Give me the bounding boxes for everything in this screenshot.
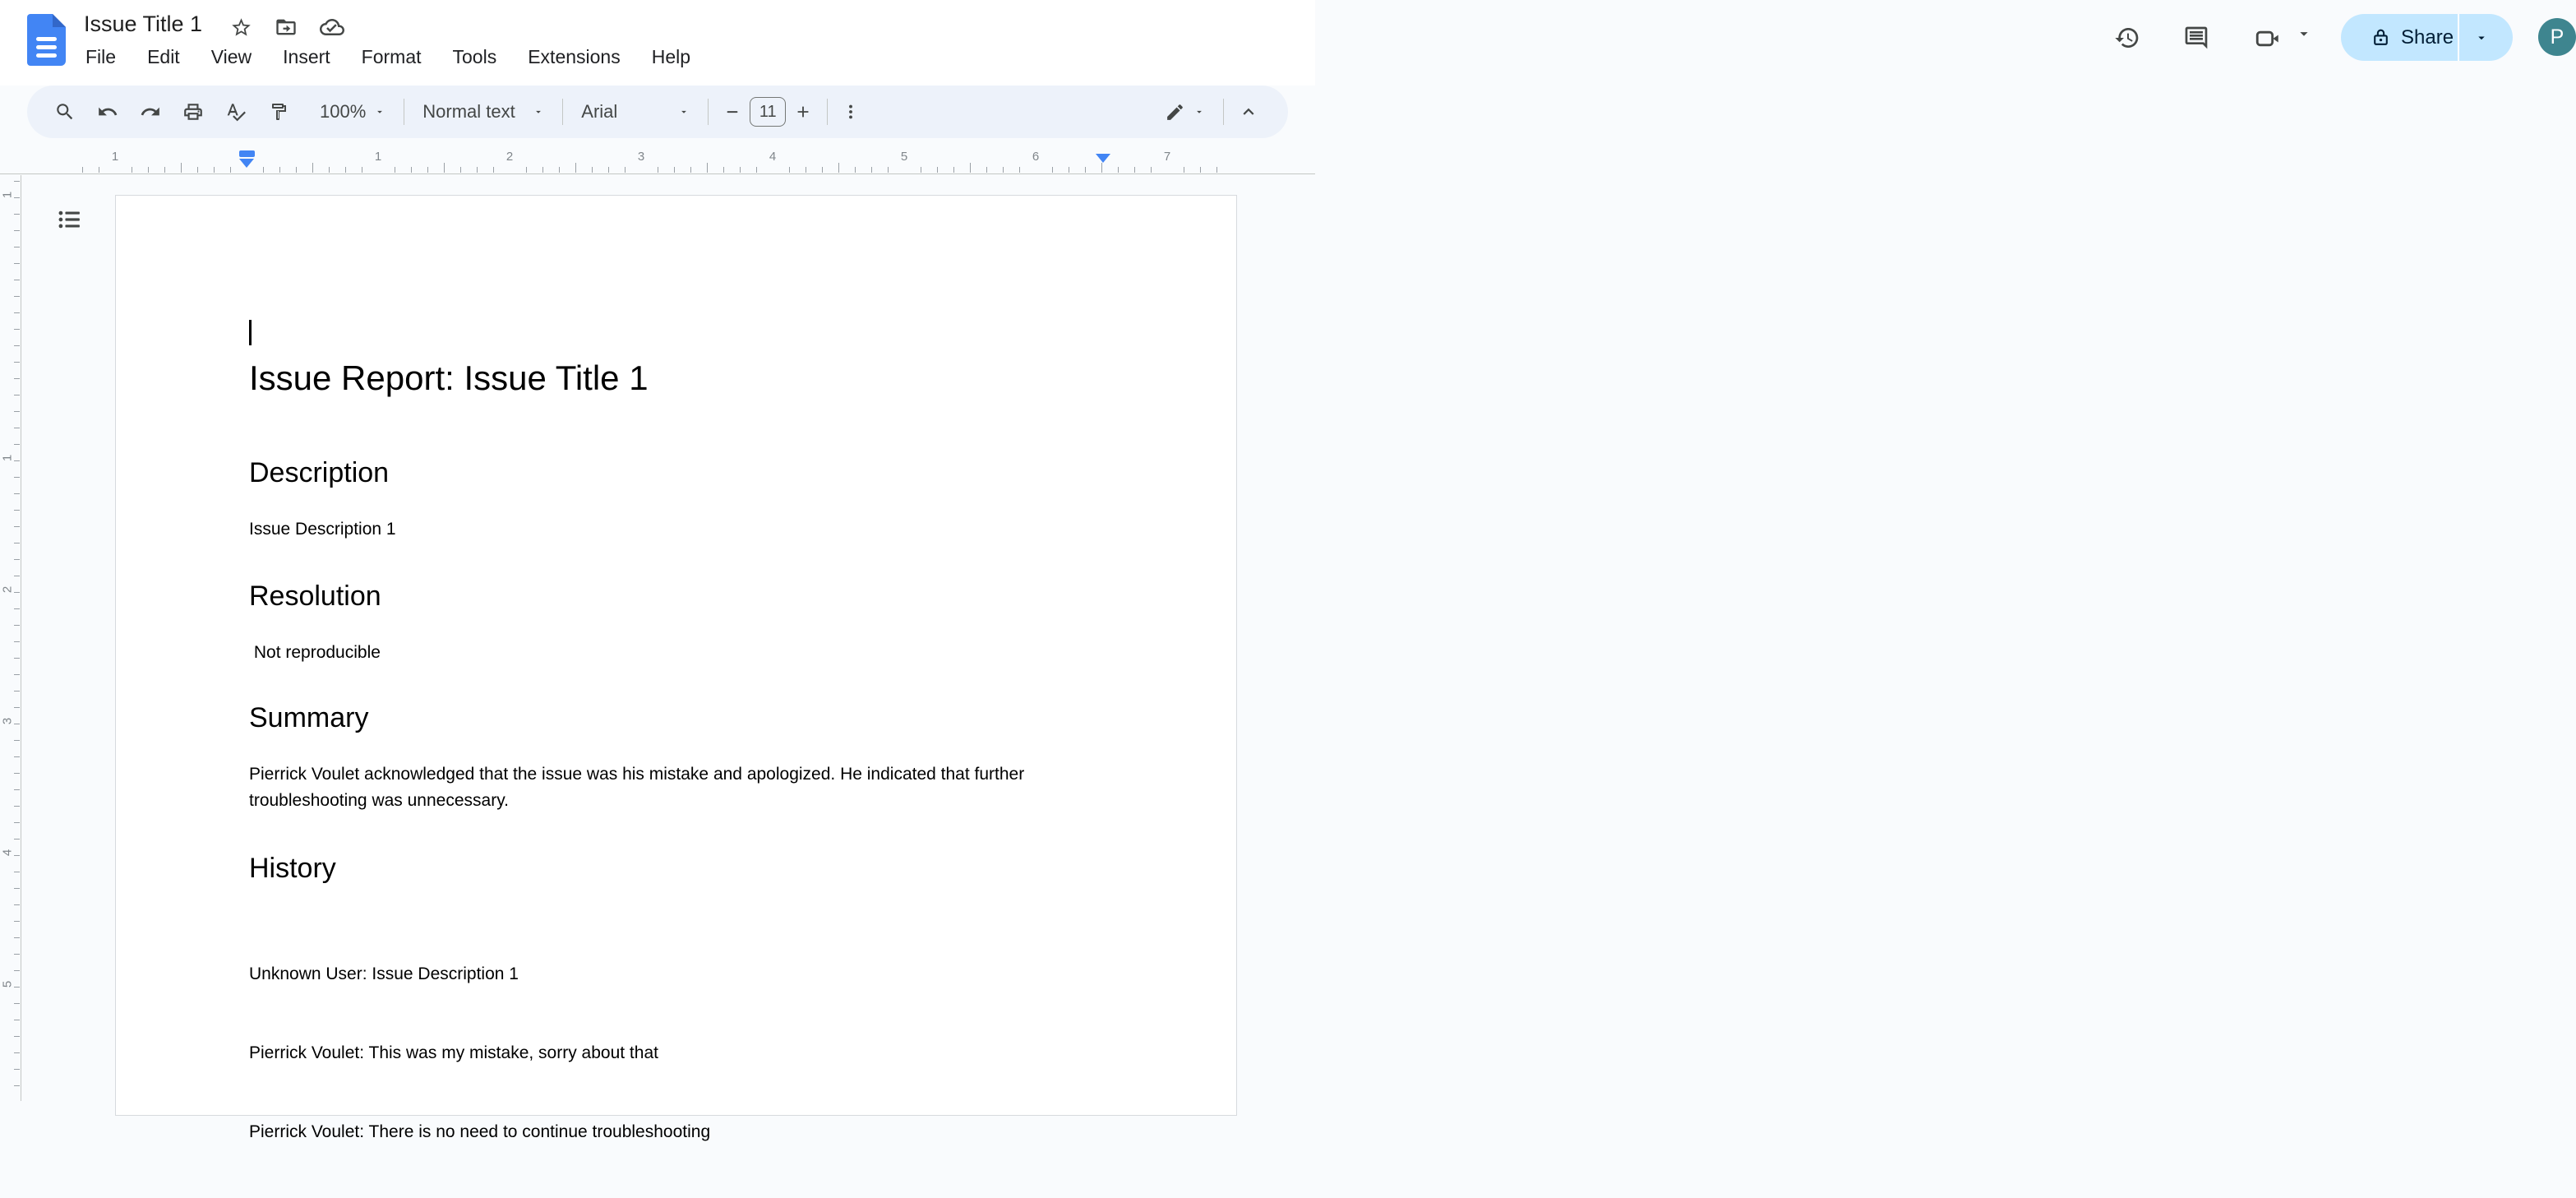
ruler-tick: [14, 477, 20, 478]
ruler-tick: [575, 163, 576, 173]
ruler-tick: [1101, 163, 1102, 173]
toolbar-divider: [562, 99, 563, 125]
ruler-tick: [690, 167, 691, 173]
ruler-tick: [707, 163, 708, 173]
move-to-folder-button[interactable]: [275, 16, 298, 39]
ruler-tick: [14, 987, 20, 988]
ruler-tick: [838, 163, 839, 173]
cloud-saved-status-icon[interactable]: [320, 15, 344, 39]
ruler-tick: [723, 167, 724, 173]
document-outline-button[interactable]: [51, 201, 89, 241]
ruler-tick: [82, 167, 83, 173]
meet-dropdown-caret-icon[interactable]: [2295, 25, 2313, 43]
ruler-tick: [279, 167, 280, 173]
section-body-summary[interactable]: Pierrick Voulet acknowledged that the issue was his mistake and apologized. He indicated that further troubleshooting was unnecessary.: [249, 765, 1030, 810]
ruler-tick: [14, 526, 20, 527]
ruler-number: 5: [900, 150, 908, 164]
ruler-tick: [789, 167, 790, 173]
share-button-label: Share: [2401, 25, 2454, 49]
ruler-tick: [986, 167, 987, 173]
ruler-number: 4: [0, 849, 15, 857]
menu-item-help[interactable]: Help: [649, 44, 694, 70]
ruler-tick: [674, 167, 675, 173]
ruler-tick: [427, 167, 428, 173]
zoom-select[interactable]: [308, 92, 397, 132]
ruler-tick: [460, 167, 461, 173]
menu-item-edit[interactable]: Edit: [144, 44, 183, 70]
ruler-number: 2: [506, 150, 514, 164]
ruler-tick: [14, 970, 20, 971]
ruler-tick: [1003, 167, 1004, 173]
document-page[interactable]: [115, 195, 1237, 1141]
toolbar: [27, 86, 1288, 138]
search-menus-button[interactable]: [44, 92, 86, 132]
ruler-tick: [14, 263, 20, 264]
ruler-tick: [14, 954, 20, 955]
star-button[interactable]: [230, 16, 252, 39]
ruler-tick: [296, 167, 297, 173]
ruler-tick: [14, 411, 20, 412]
ruler-tick: [526, 167, 527, 173]
ruler-tick: [411, 167, 412, 173]
title-bar: [0, 0, 2564, 86]
ruler-tick: [230, 167, 231, 173]
decrease-font-size-button[interactable]: [715, 92, 750, 132]
section-heading-resolution[interactable]: Resolution: [249, 580, 381, 612]
ruler-tick: [625, 167, 626, 173]
ruler-tick: [14, 937, 20, 938]
section-heading-description[interactable]: Description: [249, 457, 390, 488]
menu-item-file[interactable]: File: [82, 44, 119, 70]
toolbar-divider: [827, 99, 828, 125]
ruler-tick: [855, 167, 856, 173]
chevron-down-icon: [533, 106, 544, 118]
section-body-resolution[interactable]: Not reproducible: [249, 643, 381, 662]
first-line-indent-marker[interactable]: [239, 150, 255, 157]
history-line[interactable]: Pierrick Voulet: There is no need to continue troubleshooting: [249, 1122, 711, 1141]
ruler-tick: [953, 167, 954, 173]
ruler-tick: [14, 378, 20, 379]
ruler-tick: [1085, 167, 1086, 173]
history-line[interactable]: Pierrick Voulet: This was my mistake, sorry about that: [249, 1043, 658, 1062]
spell-check-button[interactable]: [215, 92, 257, 132]
ruler-tick: [1200, 167, 1201, 173]
font-value: Arial: [581, 101, 618, 122]
document-title[interactable]: Issue Title 1: [84, 12, 203, 36]
horizontal-ruler[interactable]: [0, 140, 1315, 174]
ruler-tick: [14, 510, 20, 511]
paragraph-style-select[interactable]: [411, 92, 556, 132]
ruler-number: 7: [1163, 150, 1171, 164]
ruler-tick: [14, 740, 20, 741]
ruler-tick: [888, 167, 889, 173]
ruler-tick: [14, 312, 20, 313]
section-body-description[interactable]: Issue Description 1: [249, 520, 396, 539]
ruler-tick: [608, 167, 609, 173]
pencil-icon: [1165, 102, 1185, 123]
meet-video-call-button[interactable]: [2254, 25, 2282, 53]
ruler-tick: [14, 691, 20, 692]
ruler-tick: [14, 658, 20, 659]
ruler-tick: [1134, 167, 1135, 173]
ruler-number: 4: [769, 150, 777, 164]
ruler-tick: [14, 592, 20, 593]
ruler-number: 1: [111, 150, 119, 164]
ruler-tick: [14, 839, 20, 840]
ruler-number: 5: [0, 980, 15, 988]
ruler-tick: [559, 167, 560, 173]
account-avatar[interactable]: P: [2538, 18, 2576, 56]
history-line[interactable]: Unknown User: Issue Description 1: [249, 964, 519, 983]
share-divider: [2458, 14, 2459, 61]
ruler-number: 3: [0, 717, 15, 725]
ruler-tick: [14, 1085, 20, 1086]
chevron-down-icon: [678, 106, 690, 118]
ruler-tick: [1151, 167, 1152, 173]
ruler-tick: [329, 167, 330, 173]
ruler-tick: [312, 163, 313, 173]
doc-heading-title[interactable]: Issue Report: Issue Title 1: [249, 358, 649, 397]
paragraph-style-value: Normal text: [422, 101, 515, 122]
ruler-tick: [1216, 167, 1217, 173]
ruler-tick: [14, 822, 20, 823]
ruler-tick: [197, 167, 198, 173]
ruler-tick: [1118, 167, 1119, 173]
chevron-down-icon: [374, 106, 385, 118]
ruler-number: 1: [0, 191, 15, 199]
ruler-tick: [871, 167, 872, 173]
comments-button[interactable]: [2183, 25, 2209, 51]
ruler-tick: [14, 296, 20, 297]
ruler-tick: [444, 163, 445, 173]
section-heading-summary[interactable]: Summary: [249, 702, 369, 733]
ruler-number: 6: [1032, 150, 1040, 164]
ruler-tick: [14, 444, 20, 445]
ruler-tick: [164, 167, 165, 173]
ruler-tick: [14, 1003, 20, 1004]
ruler-tick: [14, 921, 20, 922]
ruler-tick: [592, 167, 593, 173]
editing-mode-select[interactable]: [1153, 92, 1216, 132]
ruler-tick: [214, 167, 215, 173]
ruler-tick: [14, 1052, 20, 1053]
ruler-tick: [14, 674, 20, 675]
ruler-tick: [14, 789, 20, 790]
text-cursor: [249, 320, 252, 345]
ruler-tick: [148, 167, 149, 173]
ruler-tick: [14, 460, 20, 461]
ruler-tick: [14, 888, 20, 889]
font-select[interactable]: [570, 92, 701, 132]
ruler-tick: [345, 167, 346, 173]
ruler-tick: [263, 167, 264, 173]
ruler-tick: [14, 756, 20, 757]
ruler-tick: [14, 806, 20, 807]
menu-item-view[interactable]: View: [208, 44, 255, 70]
section-body-history[interactable]: [249, 909, 710, 1198]
ruler-number: 2: [0, 585, 15, 594]
ruler-tick: [14, 707, 20, 708]
paint-format-button[interactable]: [257, 92, 300, 132]
ruler-number: 1: [374, 150, 382, 164]
ruler-tick: [181, 163, 182, 173]
ruler-tick: [14, 345, 20, 346]
ruler-tick: [14, 362, 20, 363]
hide-menus-button[interactable]: [1230, 92, 1267, 132]
undo-button[interactable]: [86, 92, 129, 132]
menu-item-tools[interactable]: Tools: [450, 44, 501, 70]
ruler-number: 1: [0, 454, 15, 462]
ruler-tick: [756, 167, 757, 173]
google-docs-logo-icon[interactable]: [27, 14, 66, 70]
ruler-tick: [14, 904, 20, 905]
ruler-tick: [542, 167, 543, 173]
version-history-button[interactable]: [2114, 25, 2140, 51]
ruler-tick: [14, 493, 20, 494]
ruler-tick: [14, 197, 20, 198]
chevron-down-icon: [1193, 106, 1205, 118]
ruler-tick: [14, 608, 20, 609]
print-button[interactable]: [172, 92, 215, 132]
ruler-number: 3: [637, 150, 645, 164]
ruler-tick: [493, 167, 494, 173]
zoom-value: 100%: [320, 101, 367, 122]
toolbar-divider: [1223, 99, 1224, 125]
more-options-button[interactable]: [834, 92, 867, 132]
ruler-tick: [1019, 167, 1020, 173]
redo-button[interactable]: [129, 92, 172, 132]
menu-item-extensions[interactable]: Extensions: [524, 44, 624, 70]
ruler-tick: [937, 167, 938, 173]
ruler-tick: [14, 329, 20, 330]
menu-bar: [82, 44, 694, 70]
ruler-tick: [14, 230, 20, 231]
ruler-tick: [14, 625, 20, 626]
share-button[interactable]: [2341, 14, 2513, 61]
left-indent-marker[interactable]: [239, 159, 254, 168]
ruler-tick: [14, 1036, 20, 1037]
section-heading-history[interactable]: History: [249, 853, 336, 884]
ruler-tick: [14, 559, 20, 560]
ruler-tick: [1052, 167, 1053, 173]
vertical-ruler[interactable]: [0, 175, 21, 1101]
font-size-input[interactable]: [750, 97, 786, 127]
share-dropdown-caret-icon[interactable]: [2474, 30, 2489, 48]
increase-font-size-button[interactable]: [786, 92, 820, 132]
lock-icon: [2371, 27, 2391, 48]
menu-item-insert[interactable]: Insert: [279, 44, 334, 70]
ruler-tick: [14, 181, 20, 182]
ruler-tick: [970, 163, 971, 173]
ruler-tick: [14, 214, 20, 215]
ruler-tick: [14, 855, 20, 856]
ruler-tick: [14, 641, 20, 642]
ruler-tick: [822, 167, 823, 173]
ruler-tick: [740, 167, 741, 173]
toolbar-divider: [708, 99, 709, 125]
ruler-tick: [477, 167, 478, 173]
ruler-tick: [14, 1069, 20, 1070]
ruler-tick: [14, 773, 20, 774]
menu-item-format[interactable]: Format: [358, 44, 425, 70]
right-indent-marker[interactable]: [1096, 154, 1110, 163]
